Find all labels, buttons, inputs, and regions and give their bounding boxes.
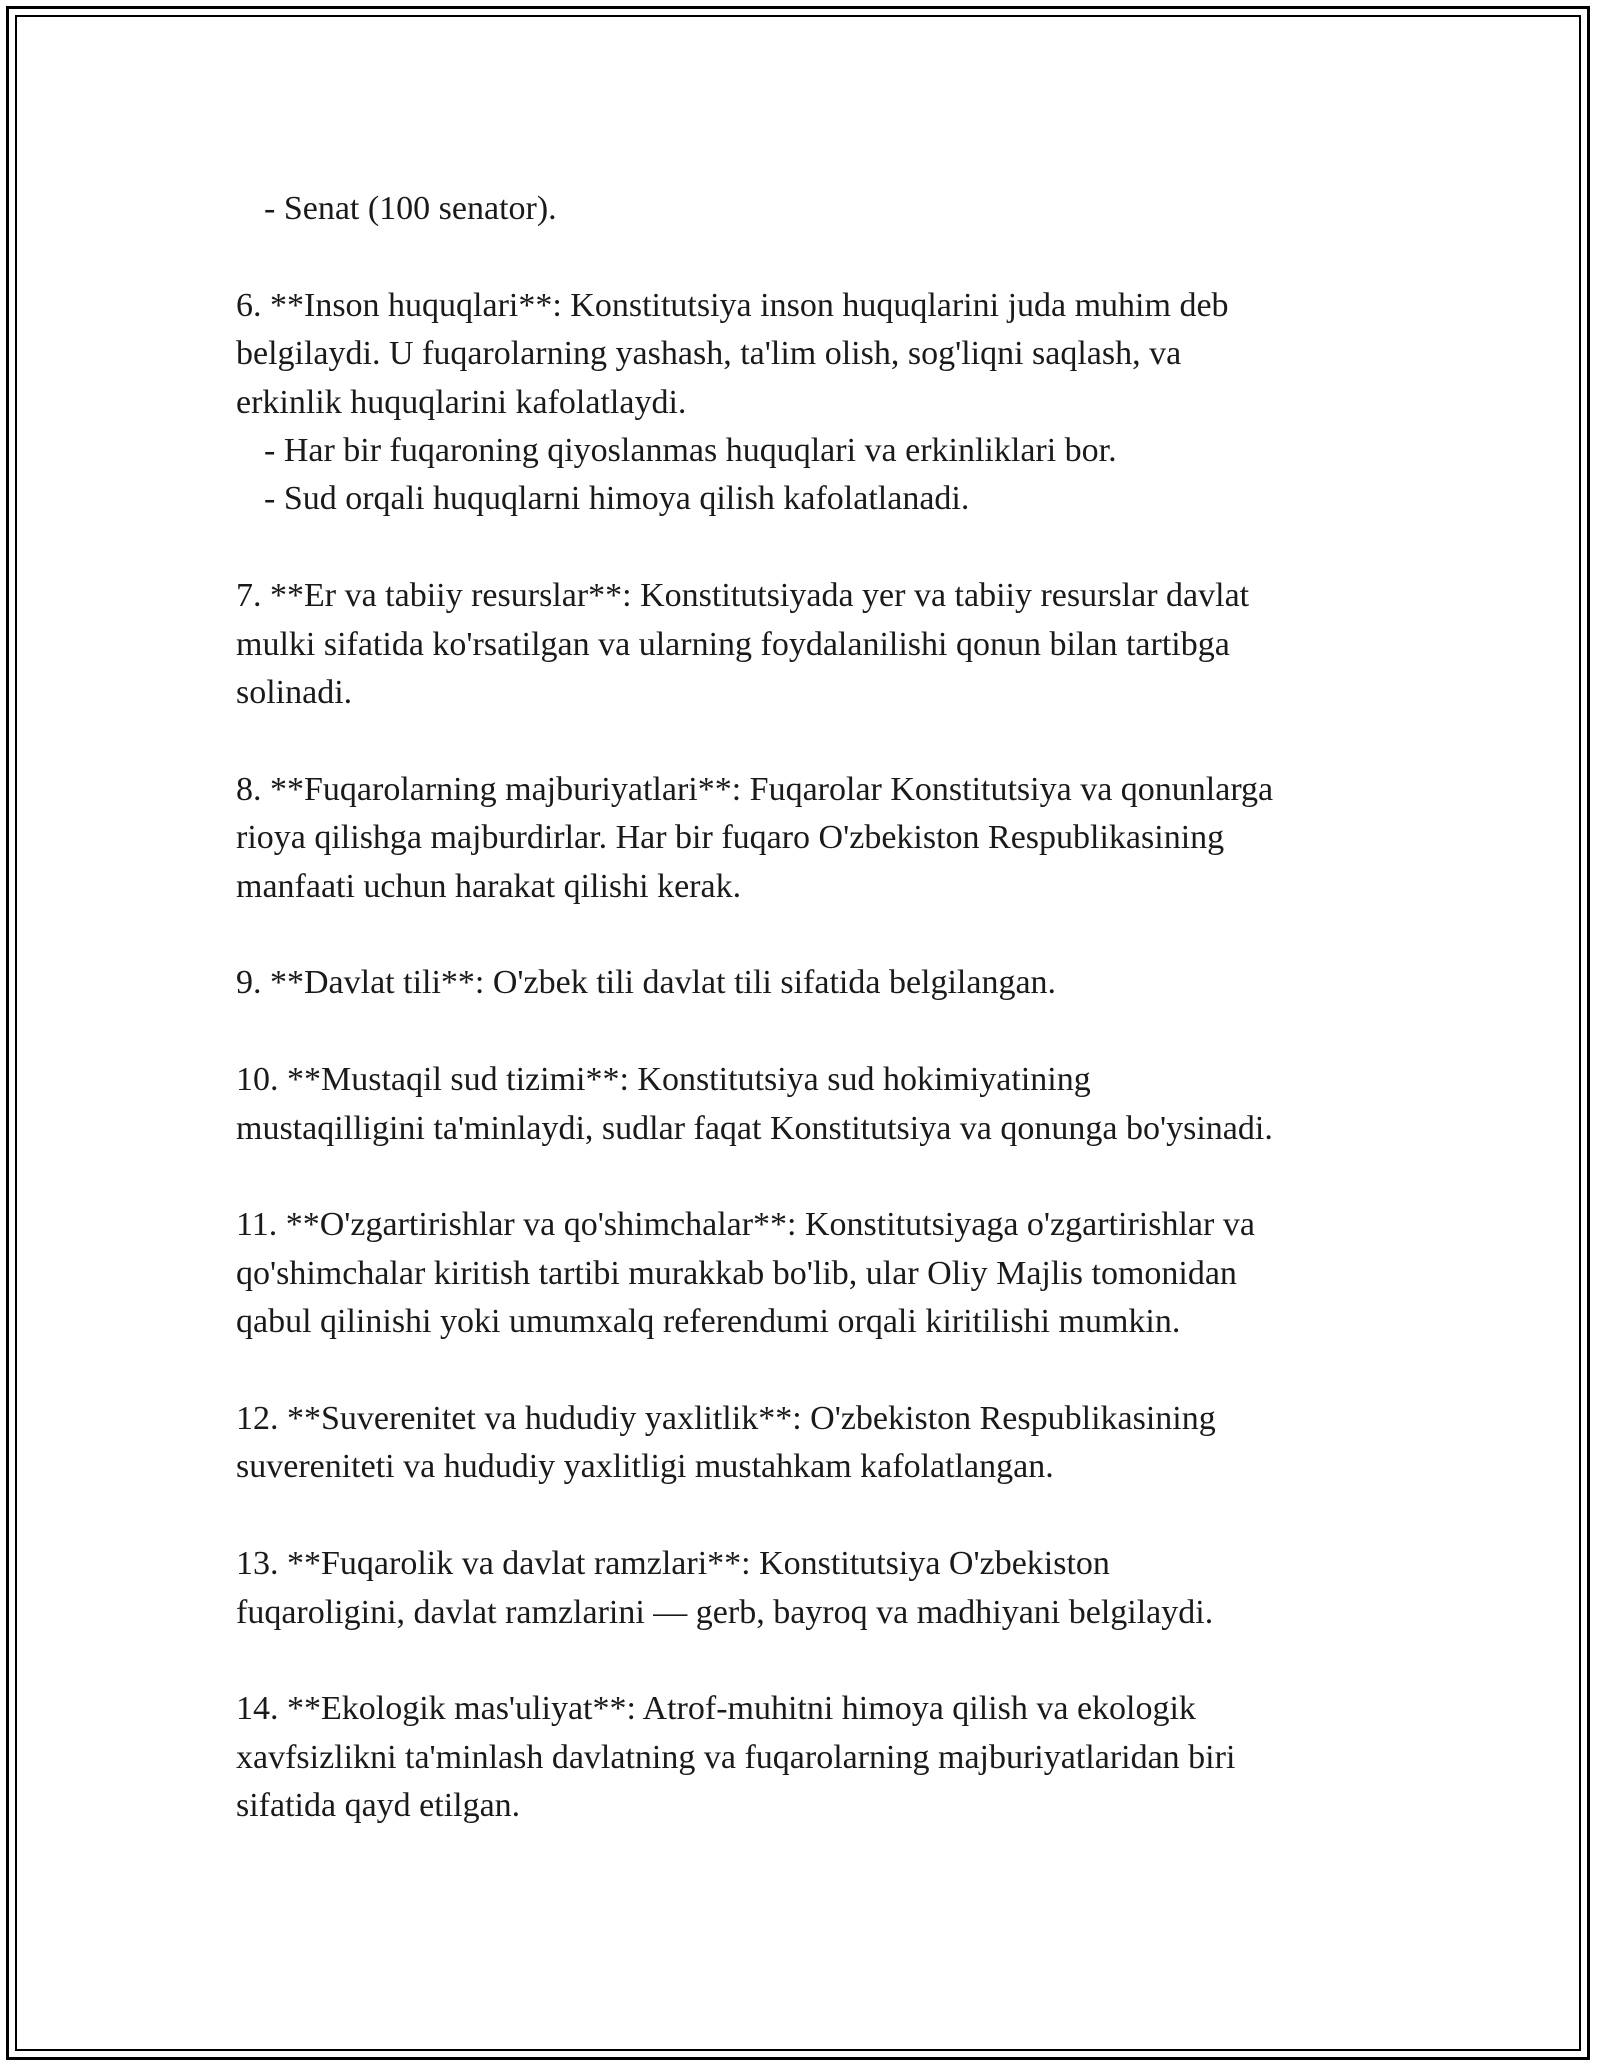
paragraph-gap — [236, 524, 1366, 572]
text-line: 11. **O'zgartirishlar va qo'shimchalar**: Konstitutsiyaga o'zgartirishlar va — [236, 1206, 1255, 1244]
paragraph-12 — [236, 1395, 1366, 1492]
list-item: - Sud orqali huquqlarni himoya qilish kafolatlanadi. — [264, 480, 970, 518]
paragraph-11 — [236, 1201, 1366, 1346]
text-line: 9. **Davlat tili**: O'zbek tili davlat tili sifatida belgilangan. — [236, 964, 1057, 1002]
text-line: 14. **Ekologik mas'uliyat**: Atrof-muhitni himoya qilish va ekologik — [236, 1690, 1196, 1728]
paragraph-gap — [236, 1008, 1366, 1056]
text-line: suvereniteti va hududiy yaxlitligi mustahkam kafolatlangan. — [236, 1448, 1054, 1486]
paragraph-gap — [236, 1153, 1366, 1201]
paragraph-8 — [236, 766, 1366, 911]
text-line: 10. **Mustaqil sud tizimi**: Konstitutsiya sud hokimiyatining — [236, 1061, 1091, 1099]
paragraph-senat — [236, 185, 1366, 233]
paragraph-7 — [236, 572, 1366, 717]
text-line: qo'shimchalar kiritish tartibi murakkab bo'lib, ular Oliy Majlis tomonidan — [236, 1254, 1237, 1292]
text-line: qabul qilinishi yoki umumxalq referendumi orqali kiritilishi mumkin. — [236, 1303, 1181, 1341]
text-line: 12. **Suverenitet va hududiy yaxlitlik**: O'zbekiston Respublikasining — [236, 1400, 1216, 1438]
text-line: sifatida qayd etilgan. — [236, 1787, 521, 1825]
text-line: manfaati uchun harakat qilishi kerak. — [236, 867, 742, 905]
paragraph-9 — [236, 959, 1366, 1007]
paragraph-gap — [236, 1637, 1366, 1685]
paragraph-gap — [236, 717, 1366, 765]
text-line: erkinlik huquqlarini kafolatlaydi. — [236, 383, 687, 421]
text-line: 6. **Inson huquqlari**: Konstitutsiya inson huquqlarini juda muhim deb — [236, 286, 1229, 324]
text-line: 13. **Fuqarolik va davlat ramzlari**: Konstitutsiya O'zbekiston — [236, 1545, 1110, 1583]
text-line: 7. **Er va tabiiy resurslar**: Konstitutsiyada yer va tabiiy resurslar davlat — [236, 577, 1250, 615]
paragraph-gap — [236, 911, 1366, 959]
text-line: xavfsizlikni ta'minlash davlatning va fuqarolarning majburiyatlaridan biri — [236, 1738, 1236, 1776]
paragraph-14 — [236, 1685, 1366, 1830]
paragraph-13 — [236, 1540, 1366, 1637]
text-line: belgilaydi. U fuqarolarning yashash, ta'lim olish, sog'liqni saqlash, va — [236, 335, 1182, 373]
document-body — [236, 185, 1366, 1831]
paragraph-gap — [236, 1492, 1366, 1540]
paragraph-gap — [236, 1347, 1366, 1395]
paragraph-6 — [236, 282, 1366, 524]
text-line: mulki sifatida ko'rsatilgan va ularning foydalanilishi qonun bilan tartibga — [236, 625, 1230, 663]
text-line: mustaqilligini ta'minlaydi, sudlar faqat Konstitutsiya va qonunga bo'ysinadi. — [236, 1109, 1273, 1147]
text-line: rioya qilishga majburdirlar. Har bir fuqaro O'zbekiston Respublikasining — [236, 819, 1225, 857]
paragraph-gap — [236, 233, 1366, 281]
list-item: - Senat (100 senator). — [264, 190, 557, 227]
paragraph-10 — [236, 1056, 1366, 1153]
text-line: fuqaroligini, davlat ramzlarini — gerb, bayroq va madhiyani belgilaydi. — [236, 1593, 1214, 1631]
text-line: 8. **Fuqarolarning majburiyatlari**: Fuqarolar Konstitutsiya va qonunlarga — [236, 770, 1274, 808]
list-item: - Har bir fuqaroning qiyoslanmas huquqlari va erkinliklari bor. — [264, 432, 1117, 470]
text-line: solinadi. — [236, 674, 353, 712]
